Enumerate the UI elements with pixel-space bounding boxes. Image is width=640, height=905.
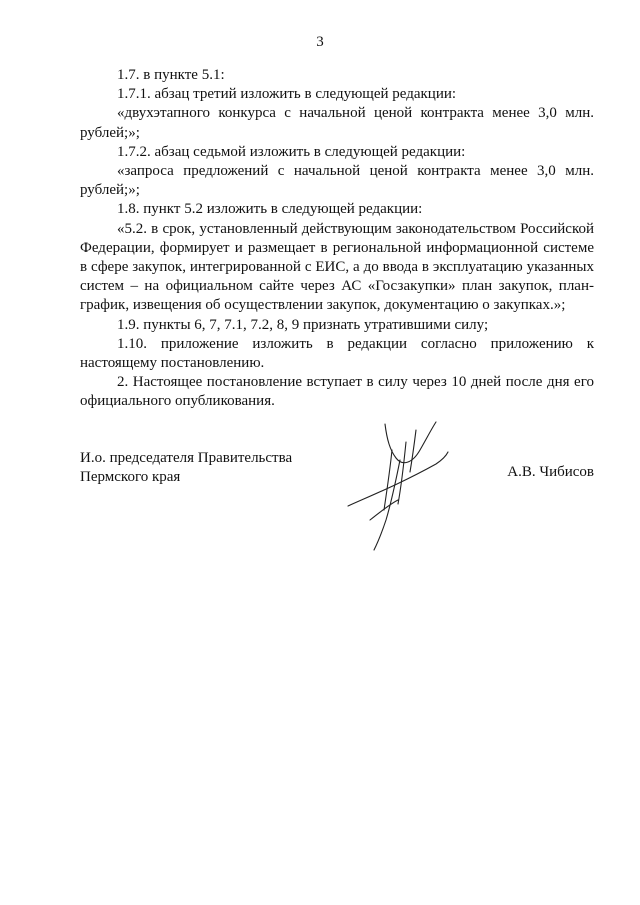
paragraph: 1.7.1. абзац третий изложить в следующей редакции: — [117, 86, 457, 103]
handwritten-signature — [340, 420, 450, 555]
paragraph: «5.2. в срок, установленный действующим законодательством Российской Федерации, формирует и размещает в региональной информационной системе в сфере закупок, интегрированной с ЕИС, а до ввода в эксплуатацию указанных систем – на официальном сайте через АС «Госзакупки» план закупок, план-график, извещения об осуществлении закупок, документацию о закупках.»; — [80, 220, 594, 314]
signer-title: И.о. председателя Правительства Пермского края — [80, 450, 293, 485]
paragraph: 1.9. пункты 6, 7, 7.1, 7.2, 8, 9 признать утратившими силу; — [117, 316, 489, 333]
paragraph: 1.7.2. абзац седьмой изложить в следующей редакции: — [117, 143, 466, 160]
paragraph: 1.7. в пункте 5.1: — [117, 67, 225, 83]
document-body — [80, 66, 594, 412]
paragraph: 2. Настоящее постановление вступает в силу через 10 дней после дня его официального опубликования. — [80, 374, 594, 410]
paragraph: «запроса предложений с начальной ценой контракта менее 3,0 млн. рублей;»; — [80, 163, 594, 199]
signer-name: А.В. Чибисов — [507, 464, 594, 480]
paragraph: 1.8. пункт 5.2 изложить в следующей редакции: — [117, 201, 423, 218]
page-number: 3 — [316, 34, 324, 50]
paragraph: «двухэтапного конкурса с начальной ценой контракта менее 3,0 млн. рублей;»; — [80, 105, 594, 141]
paragraph: 1.10. приложение изложить в редакции согласно приложению к настоящему постановлению. — [80, 335, 594, 372]
